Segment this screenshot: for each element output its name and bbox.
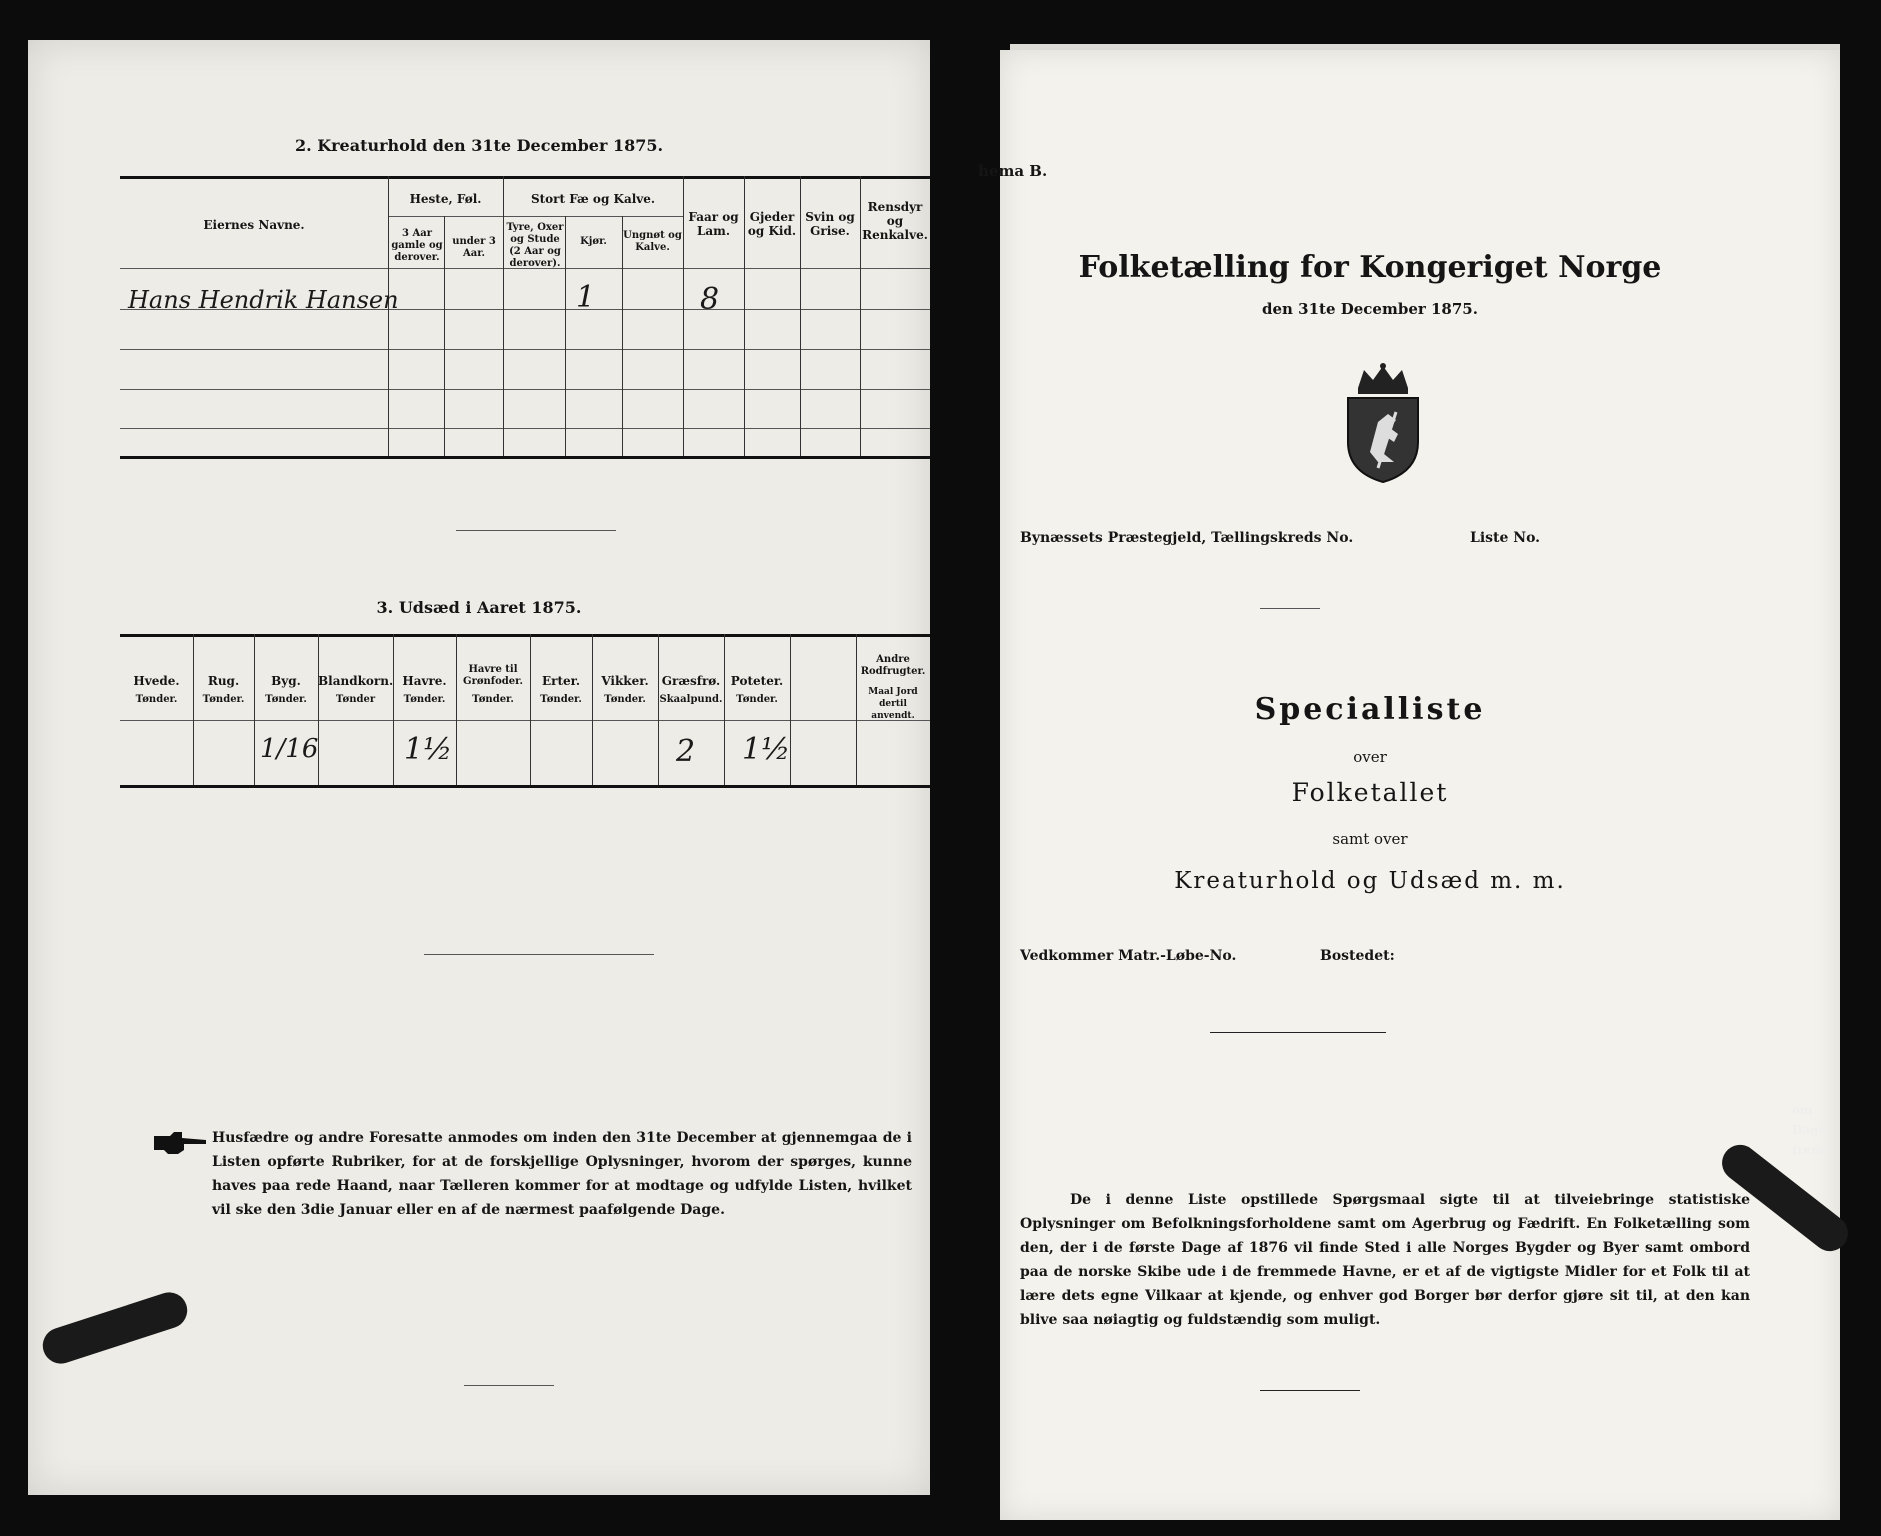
horses-3plus-header: 3 Aar gamle og derover. — [391, 228, 443, 263]
seed-unit-rug: Tønder. — [202, 694, 245, 705]
list-no-label: Liste No. — [1470, 530, 1541, 546]
separator-rule — [424, 954, 654, 955]
seed-header-byg: Byg. — [271, 674, 301, 688]
seed-col-divider — [724, 634, 725, 785]
seed-value-byg: 1/16 — [260, 734, 319, 764]
seed-unit-havre: Tønder. — [403, 694, 446, 705]
seed-unit-erter: Tønder. — [540, 694, 582, 705]
seed-value-poteter: 1½ — [742, 732, 791, 767]
table-bottom-rule — [120, 456, 930, 459]
seed-header-havre: Havre. — [402, 674, 447, 688]
section3-title: 3. Udsæd i Aaret 1875. — [376, 598, 582, 617]
seed-col-divider — [592, 634, 593, 785]
bosted-label: Bostedet: — [1320, 948, 1395, 964]
seed-header-poteter: Poteter. — [730, 674, 784, 688]
seed-header-rule — [120, 720, 930, 721]
goats-header: Gjeder og Kid. — [747, 210, 797, 238]
margin-fragment: om Dage frem- — [1792, 1103, 1829, 1157]
seed-header-gronfoder: Havre til Grønfoder. — [463, 664, 523, 687]
intro-paragraph: De i denne Liste opstillede Spørgsmaal sigte til at tilveiebringe statistiske Oplysninger om Befolkningsforholdene samt om Agerbrug og Fædrift. En Folketælling som den, der i de første Dage af 1876 vil finde Sted i alle Norges Bygder og Byer samt ombord paa de norske Skibe ude i de fremmede Havne, er et af de vigtigste Midler for et Folk til at lære dets egne Vilkaar at kjende, og enhver god Borger bør derfor gjøre sit til, at den kan blive saa nøiagtig og fuldstændig som muligt. — [1020, 1192, 1750, 1328]
seed-value-graesfro: 2 — [676, 734, 696, 769]
seed-col-divider — [254, 634, 255, 785]
horses-under3-header: under 3 Aar. — [452, 236, 496, 259]
cattle-group-rule — [503, 216, 683, 217]
horse-group-rule — [388, 216, 503, 217]
seed-header-vikker: Vikker. — [601, 674, 649, 688]
seed-unit-poteter: Tønder. — [736, 694, 778, 705]
seed-unit-byg: Tønder. — [265, 694, 307, 705]
seed-col-divider — [193, 634, 194, 785]
table-top-rule — [120, 176, 930, 179]
seed-header-hvede: Hvede. — [133, 674, 180, 688]
table-row-rule — [120, 389, 930, 390]
seed-unit-rodfrugter: Maal Jord dertil anvendt. — [868, 687, 918, 721]
seed-unit-graesfro: Skaalpund. — [659, 694, 723, 705]
right-page — [978, 50, 1840, 1520]
seed-unit-blandkorn: Tønder — [335, 694, 376, 705]
seed-unit-vikker: Tønder. — [604, 694, 646, 705]
seed-table-top — [120, 634, 930, 637]
pigs-header: Svin og Grise. — [805, 210, 855, 238]
horses-group-header: Heste, Føl. — [409, 192, 482, 206]
seed-col-divider — [456, 634, 457, 785]
left-page — [28, 40, 930, 1495]
col-divider — [503, 176, 504, 456]
table-row-rule — [120, 349, 930, 350]
seed-value-havre: 1½ — [404, 732, 453, 767]
seed-table-bottom — [120, 785, 930, 788]
reindeer-header: Rensdyr og Renkalve. — [862, 200, 928, 242]
parish-line: Bynæssets Præstegjeld, Tællingskreds No. — [1020, 530, 1354, 546]
separator-rule — [456, 530, 616, 531]
col-divider — [565, 216, 566, 456]
seed-col-divider — [530, 634, 531, 785]
table-row-rule — [120, 428, 930, 429]
cows-entry: 1 — [576, 280, 596, 315]
owner-header: Eiernes Navne. — [203, 218, 305, 232]
seed-unit-gronfoder: Tønder. — [472, 694, 514, 705]
census-date: den 31te December 1875. — [1262, 300, 1478, 318]
cows-header: Kjør. — [580, 236, 607, 247]
seed-header-rug: Rug. — [207, 674, 240, 688]
seed-header-rodfrugter: Andre Rodfrugter. — [860, 654, 926, 677]
notice-paragraph: Husfædre og andre Foresatte anmodes om inden den 31te December at gjennemgaa de i Listen opførte Rubriker, for at de forskjellige Oplysninger, hvorom der spørges, kunne haves paa rede Haand, naar Tælleren kommer for at modtage og udfylde Listen, hvilket vil ske den 3die Januar eller en af de nærmest paafølgende Dage. — [212, 1130, 912, 1218]
folketallet-label: Folketallet — [1291, 778, 1449, 807]
owner-name-entry: Hans Hendrik Hansen — [128, 286, 399, 314]
young-cattle-header: Ungnøt og Kalve. — [623, 230, 682, 253]
sheep-entry: 8 — [700, 282, 720, 317]
seed-header-graesfro: Græsfrø. — [661, 674, 721, 688]
seed-col-divider — [393, 634, 394, 785]
col-divider — [388, 176, 389, 456]
seed-col-divider — [658, 634, 659, 785]
census-title: Folketælling for Kongeriget Norge — [1078, 250, 1662, 285]
matr-label: Vedkommer Matr.-Løbe-No. — [1020, 948, 1237, 964]
seed-header-blandkorn: Blandkorn. — [318, 674, 394, 688]
over-label: over — [1353, 748, 1387, 766]
separator-rule — [1260, 1390, 1360, 1391]
coat-of-arms-icon — [1338, 362, 1428, 486]
pointing-hand-icon — [152, 1130, 208, 1158]
seed-header-erter: Erter. — [541, 674, 581, 688]
bulls-header: Tyre, Oxer og Stude (2 Aar og derover). — [506, 222, 564, 269]
cattle-group-header: Stort Fæ og Kalve. — [530, 192, 656, 206]
samt-over-label: samt over — [1332, 830, 1408, 848]
special-title: Specialliste — [1254, 692, 1486, 727]
section2-title: 2. Kreaturhold den 31te December 1875. — [294, 136, 664, 155]
separator-rule — [464, 1385, 554, 1386]
kreaturhold-label: Kreaturhold og Udsæd m. m. — [1174, 868, 1566, 894]
seed-unit-hvede: Tønder. — [135, 694, 178, 705]
sheep-header: Faar og Lam. — [688, 210, 739, 238]
separator-rule — [1210, 1032, 1386, 1033]
schema-label: hema B. — [978, 162, 1048, 180]
separator-rule — [1260, 608, 1320, 609]
